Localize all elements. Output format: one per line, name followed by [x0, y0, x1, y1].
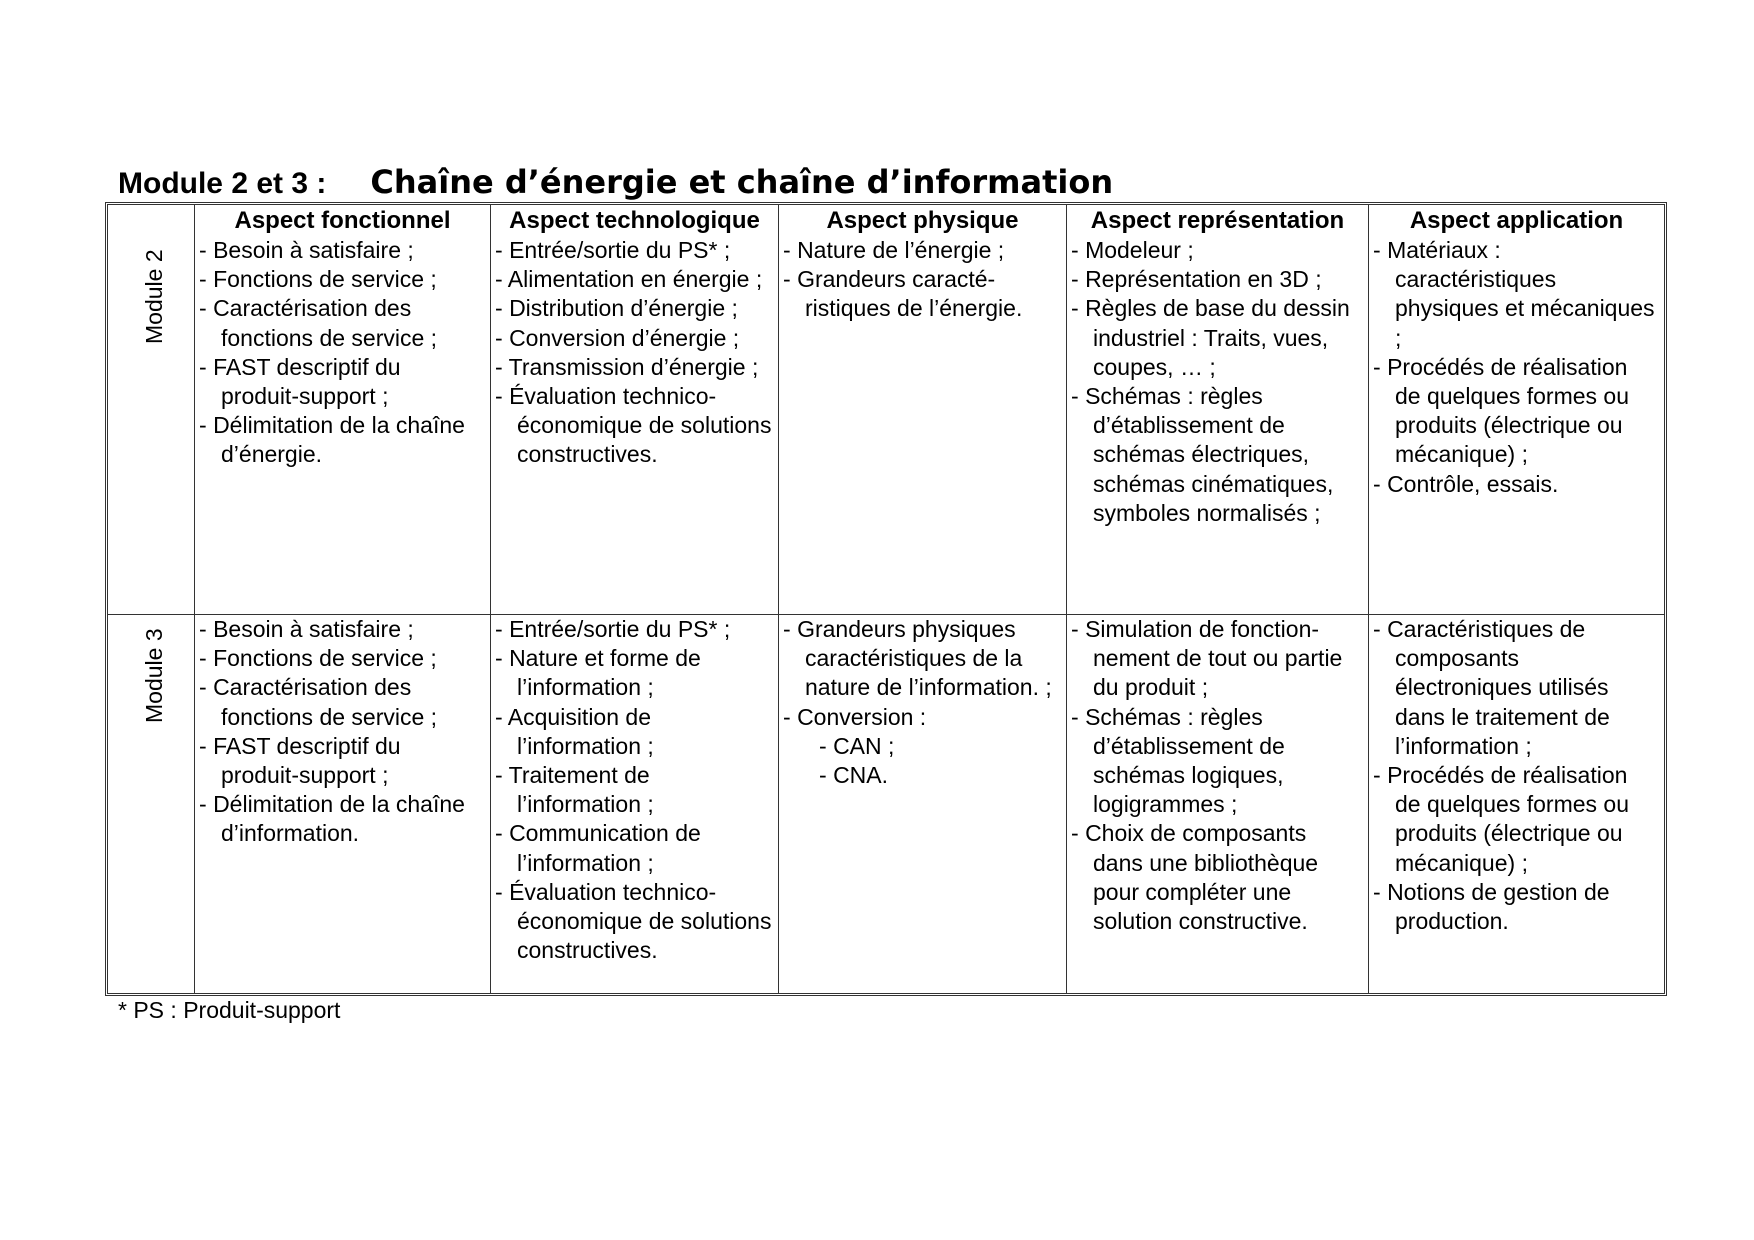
list-item: - Simulation de fonction-nement de tout ou partie du produit ;: [1071, 615, 1362, 703]
row-label-cell: [108, 236, 195, 615]
cell-module-3-application: [1369, 615, 1664, 993]
module-label: Module 2 et 3 :: [118, 167, 327, 200]
footnote: * PS : Produit-support: [118, 997, 341, 1023]
list-item: - Délimitation de la chaîne d’information.: [199, 790, 484, 848]
list-item: - Entrée/sortie du PS* ;: [495, 615, 772, 644]
cell-module-2-representation: [1067, 236, 1369, 615]
list-item: - Communication de l’information ;: [495, 819, 772, 877]
list-item-sub: - CAN ;: [783, 732, 1060, 761]
list-item: - Conversion :: [783, 703, 1060, 732]
list-item: - Nature de l’énergie ;: [783, 236, 1060, 265]
list-item: - Fonctions de service ;: [199, 644, 484, 673]
curriculum-table: [105, 202, 1667, 996]
list-item: - Acquisition de l’information ;: [495, 703, 772, 761]
row-label-module-2: Module 2: [141, 249, 167, 344]
list-item: - Représentation en 3D ;: [1071, 265, 1362, 294]
header-aspect-representation: Aspect représentation: [1067, 205, 1369, 236]
cell-module-2-fonctionnel: [195, 236, 491, 615]
row-label-module-3: Module 3: [141, 628, 167, 723]
cell-module-3-technologique: [491, 615, 779, 993]
list-item: - Caractéristiques de composants électroniques utilisés dans le traitement de l’information ;: [1373, 615, 1658, 761]
list-item: - Conversion d’énergie ;: [495, 324, 772, 353]
header-aspect-technologique: Aspect technologique: [491, 205, 779, 236]
list-item: - Évaluation technico-économique de solutions constructives.: [495, 382, 772, 470]
table-row-module-2: [108, 236, 1664, 615]
cell-module-3-physique: [779, 615, 1067, 993]
list-item: - Besoin à satisfaire ;: [199, 236, 484, 265]
list-item: - Grandeurs physiques caractéristiques de la nature de l’information. ;: [783, 615, 1060, 703]
list-item: - Besoin à satisfaire ;: [199, 615, 484, 644]
cell-module-2-application: [1369, 236, 1664, 615]
header-aspect-application: Aspect application: [1409, 206, 1624, 234]
list-item-sub: - CNA.: [783, 761, 1060, 790]
table-row-module-3: [108, 615, 1664, 993]
title-main: Chaîne d’énergie et chaîne d’information: [370, 163, 1114, 201]
list-item: - Caractérisation des fonctions de service ;: [199, 673, 484, 731]
list-item: - FAST descriptif du produit-support ;: [199, 732, 484, 790]
list-item: - Distribution d’énergie ;: [495, 294, 772, 323]
cell-module-3-representation: [1067, 615, 1369, 993]
list-item: - Délimitation de la chaîne d’énergie.: [199, 411, 484, 469]
list-item: - Schémas : règles d’établissement de schémas logiques, logigrammes ;: [1071, 703, 1362, 820]
list-item: - Nature et forme de l’information ;: [495, 644, 772, 702]
list-item: - Alimentation en énergie ;: [495, 265, 772, 294]
list-item: - Transmission d’énergie ;: [495, 353, 772, 382]
header-empty: [108, 205, 195, 236]
cell-module-3-fonctionnel: [195, 615, 491, 993]
cell-module-2-physique: [779, 236, 1067, 615]
row-label-cell: [108, 615, 195, 993]
header-row: [108, 205, 1664, 236]
list-item: - Caractérisation des fonctions de service ;: [199, 294, 484, 352]
list-item: - FAST descriptif du produit-support ;: [199, 353, 484, 411]
list-item: - Schémas : règles d’établissement de schémas électriques, schémas cinématiques, symboles normalisés ;: [1071, 382, 1362, 528]
header-aspect-physique: Aspect physique: [779, 205, 1067, 236]
list-item: - Procédés de réalisation de quelques formes ou produits (électrique ou mécanique) ;: [1373, 761, 1658, 878]
header-aspect-fonctionnel: Aspect fonctionnel: [195, 205, 491, 236]
list-item: - Notions de gestion de production.: [1373, 878, 1658, 936]
list-item: - Traitement de l’information ;: [495, 761, 772, 819]
list-item: - Grandeurs caracté-ristiques de l’énergie.: [783, 265, 1060, 323]
list-item: - Procédés de réalisation de quelques formes ou produits (électrique ou mécanique) ;: [1373, 353, 1658, 470]
list-item: - Entrée/sortie du PS* ;: [495, 236, 772, 265]
list-item: - Fonctions de service ;: [199, 265, 484, 294]
list-item: - Modeleur ;: [1071, 236, 1362, 265]
list-item: - Évaluation technico-économique de solutions constructives.: [495, 878, 772, 966]
cell-module-2-technologique: [491, 236, 779, 615]
list-item: - Matériaux : caractéristiques physiques et mécaniques ;: [1373, 236, 1658, 353]
list-item: - Contrôle, essais.: [1373, 470, 1658, 499]
list-item: - Règles de base du dessin industriel : Traits, vues, coupes, … ;: [1071, 294, 1362, 382]
list-item: - Choix de composants dans une bibliothèque pour compléter une solution constructive.: [1071, 819, 1362, 936]
